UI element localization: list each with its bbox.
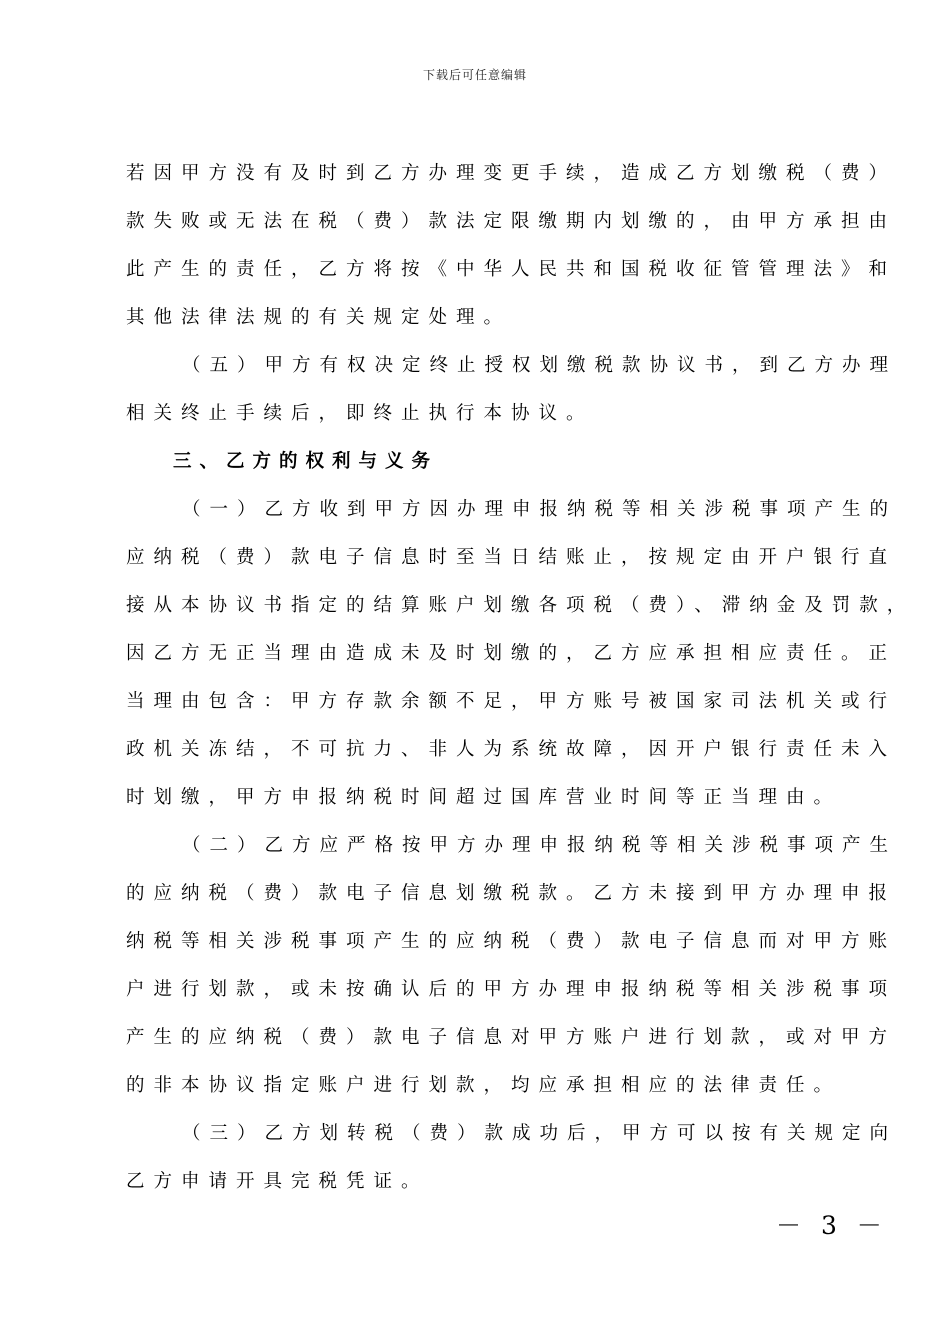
- paragraph-line: 当理由包含：甲方存款余额不足，甲方账号被国家司法机关或行: [126, 691, 897, 712]
- paragraph-line: 时划缴，甲方申报纳税时间超过国库营业时间等正当理由。: [126, 787, 842, 808]
- paragraph-line: 款失败或无法在税（费）款法定限缴期内划缴的，由甲方承担由: [126, 211, 897, 232]
- paragraph-line: 的应纳税（费）款电子信息划缴税款。乙方未接到甲方办理申报: [126, 883, 897, 904]
- paragraph-line: 相关终止手续后，即终止执行本协议。: [126, 403, 594, 424]
- paragraph-line: （五）甲方有权决定终止授权划缴税款协议书，到乙方办理: [182, 355, 898, 376]
- paragraph-line: 应纳税（费）款电子信息时至当日结账止，按规定由开户银行直: [126, 547, 897, 568]
- paragraph-line: 政机关冻结，不可抗力、非人为系统故障，因开户银行责任未入: [126, 739, 897, 760]
- page-number: － 3 －: [776, 1211, 888, 1240]
- paragraph-line: 因乙方无正当理由造成未及时划缴的，乙方应承担相应责任。正: [126, 643, 897, 664]
- paragraph-line: 纳税等相关涉税事项产生的应纳税（费）款电子信息而对甲方账: [126, 931, 897, 952]
- section-heading: 三、乙方的权利与义务: [173, 451, 439, 472]
- paragraph-line: 的非本协议指定账户进行划款，均应承担相应的法律责任。: [126, 1075, 842, 1096]
- paragraph-line: 户进行划款，或未按确认后的甲方办理申报纳税等相关涉税事项: [126, 979, 897, 1000]
- paragraph-line: （二）乙方应严格按甲方办理申报纳税等相关涉税事项产生: [182, 835, 898, 856]
- document-body: [126, 160, 915, 1216]
- paragraph-line: （三）乙方划转税（费）款成功后，甲方可以按有关规定向: [182, 1123, 898, 1144]
- paragraph-line: 其他法律法规的有关规定处理。: [126, 307, 512, 328]
- page-header: 下载后可任意编辑: [422, 68, 527, 82]
- paragraph-line: 产生的应纳税（费）款电子信息对甲方账户进行划款，或对甲方: [126, 1027, 897, 1048]
- paragraph-line: 乙方申请开具完税凭证。: [126, 1171, 429, 1192]
- paragraph-line: 接从本协议书指定的结算账户划缴各项税（费）、滞纳金及罚款，: [126, 595, 915, 616]
- paragraph-line: 若因甲方没有及时到乙方办理变更手续，造成乙方划缴税（费）: [126, 163, 897, 184]
- paragraph-line: 此产生的责任，乙方将按《中华人民共和国税收征管管理法》和: [126, 259, 897, 280]
- paragraph-line: （一）乙方收到甲方因办理申报纳税等相关涉税事项产生的: [182, 499, 898, 520]
